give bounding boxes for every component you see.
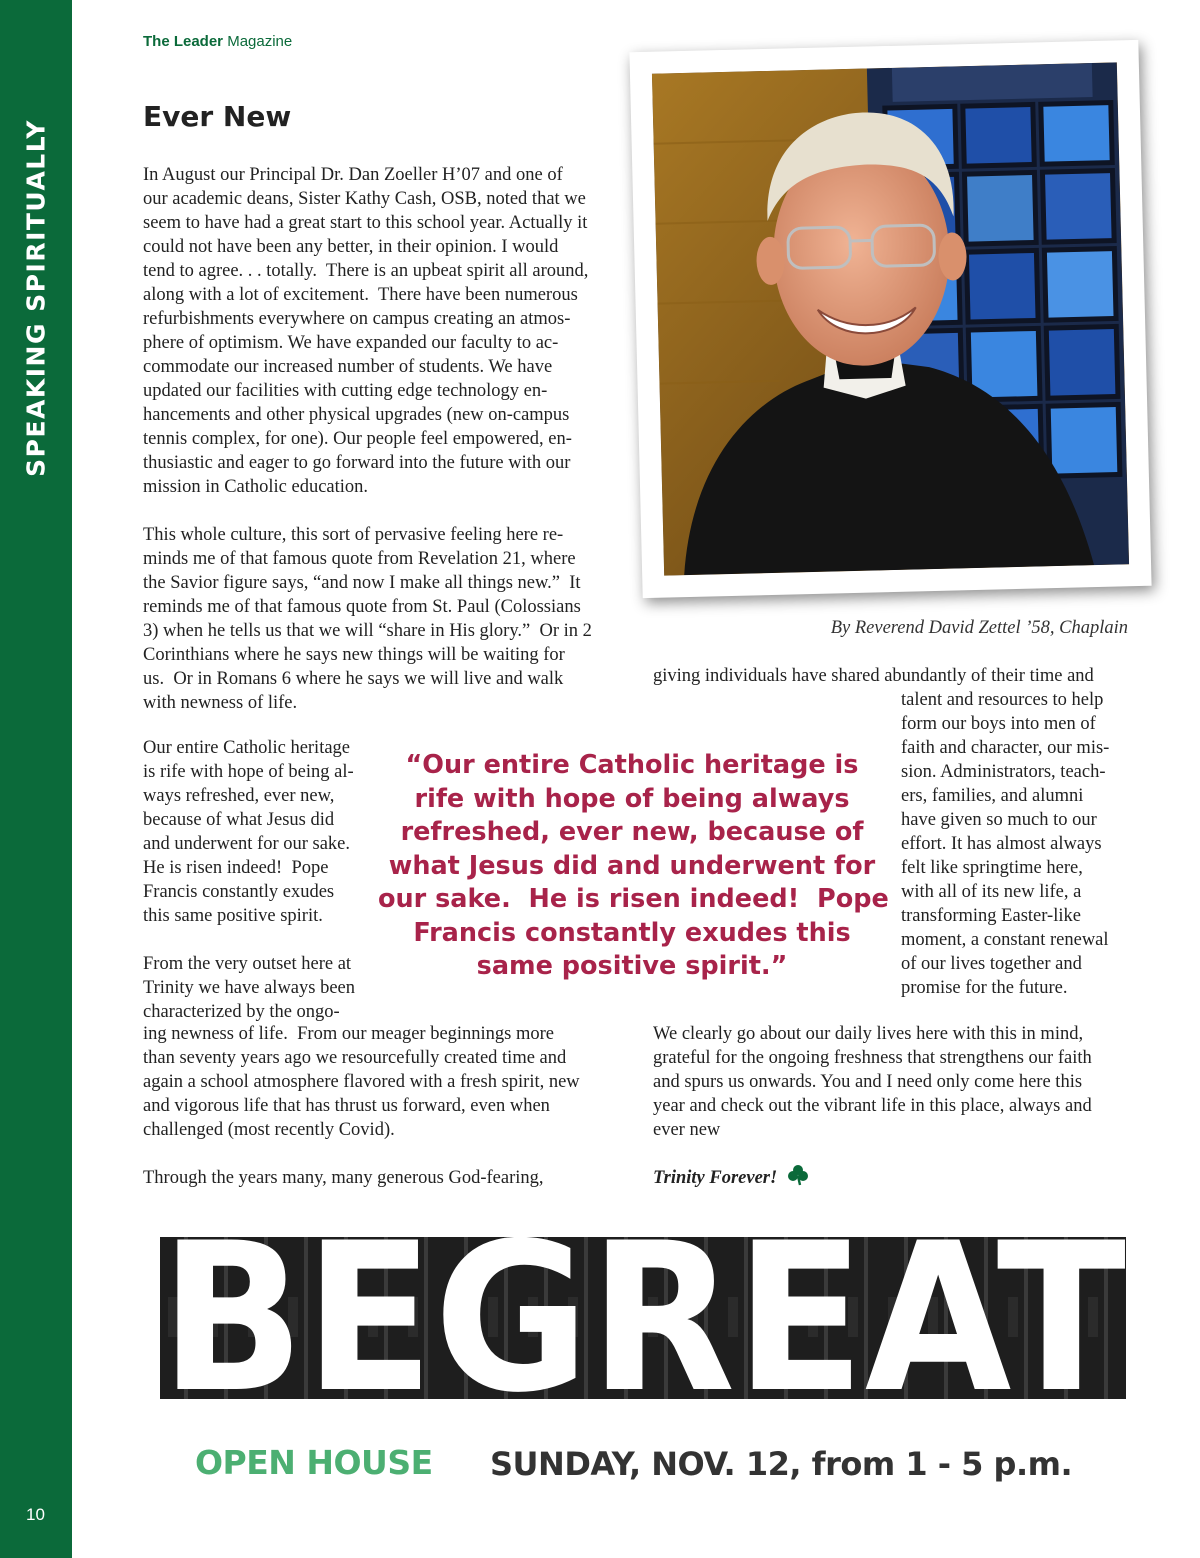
article-col1-line: hancements and other physical upgrades (new on-campus (143, 405, 570, 425)
article-narrow-line: ways refreshed, ever new, (143, 786, 335, 806)
article-col1-line: along with a lot of excitement. There have been numerous (143, 285, 578, 305)
article-col1-line: thusiastic and eager to go forward into the future with our (143, 453, 571, 473)
article-column-bottom-left (143, 1022, 623, 1190)
article-bottom-left-line (143, 1142, 623, 1166)
article-right-narrow-line: sion. Administrators, teach- (901, 762, 1106, 782)
article-right-narrow-line: moment, a constant renewal (901, 930, 1109, 950)
article-col1-line: This whole culture, this sort of pervasive feeling here re- (143, 525, 564, 545)
open-house-label: OPEN HOUSE (195, 1443, 433, 1482)
pull-quote-line: same positive spirit.” (476, 951, 788, 981)
pull-quote-line: refreshed, ever new, because of (400, 817, 864, 847)
article-narrow-line: Trinity we have always been (143, 978, 356, 998)
article-col1-line: with newness of life. (143, 693, 298, 713)
article-column-narrow (143, 736, 375, 1024)
article-right-narrow-line: faith and character, our mis- (901, 738, 1110, 758)
sign-off-text: Trinity Forever! (653, 1168, 778, 1188)
pull-quote (378, 749, 889, 984)
article-title: Ever New (143, 100, 292, 133)
page-number: 10 (26, 1505, 45, 1524)
article-col1-line: 3) when he tells us that we will “share in His glory.” Or in 2 (143, 621, 592, 641)
article-narrow-line: From the very outset here at (143, 954, 352, 974)
article-bottom-left-line: again a school atmosphere flavored with a fresh spirit, new (143, 1072, 580, 1092)
article-narrow-line: Francis constantly exudes (143, 882, 335, 902)
article-col1-line: our academic deans, Sister Kathy Cash, OSB, noted that we (143, 189, 586, 209)
article-narrow-line: this same positive spirit. (143, 906, 323, 926)
article-col1-line: reminds me of that famous quote from St. Paul (Colossians (143, 597, 581, 617)
open-house-date: SUNDAY, NOV. 12, from 1 - 5 p.m. (490, 1445, 1073, 1483)
article-col1-line: phere of optimism. We have expanded our faculty to ac- (143, 333, 559, 353)
shamrock-icon (787, 1164, 809, 1192)
article-col1-line: Corinthians where he says new things will be waiting for (143, 645, 565, 665)
article-bottom-left-line: than seventy years ago we resourcefully created time and (143, 1048, 567, 1068)
article-right-narrow-line: promise for the future. (901, 978, 1068, 998)
article-bottom-left-line: Through the years many, many generous God-fearing, (143, 1168, 544, 1188)
masthead-brand: The Leader (143, 33, 224, 50)
article-col1-line: mission in Catholic education. (143, 477, 369, 497)
pull-quote-line: rife with hope of being always (414, 783, 850, 814)
byline: By Reverend David Zettel ’58, Chaplain (830, 618, 1128, 638)
article-col1-line: updated our facilities with cutting edge technology en- (143, 381, 548, 401)
article-narrow-line: and underwent for our sake. (143, 834, 351, 854)
article-narrow-line: He is risen indeed! Pope (143, 858, 329, 878)
masthead (143, 33, 292, 50)
article-column-right-first-line (653, 664, 1153, 688)
article-right-narrow-line: with all of its new life, a (901, 882, 1082, 902)
article-right-narrow-line: talent and resources to help (901, 690, 1104, 710)
article-col1-line: refurbishments everywhere on campus creating an atmos- (143, 309, 571, 329)
article-narrow-line (143, 928, 375, 952)
article-col1-line: minds me of that famous quote from Revelation 21, where (143, 549, 576, 569)
article-right-bottom-line: ever new (653, 1120, 721, 1140)
chaplain-photo-frame (629, 40, 1151, 598)
article-col1-line: commodate our increased number of students. We have (143, 357, 553, 377)
article-bottom-left-line: challenged (most recently Covid). (143, 1120, 395, 1140)
article-right-narrow-line: form our boys into men of (901, 714, 1096, 734)
pull-quote-line: Francis constantly exudes this (413, 917, 851, 948)
article-right-bottom-line: grateful for the ongoing freshness that strengthens our faith (653, 1048, 1092, 1068)
be-great-banner (160, 1237, 1126, 1399)
article-right-bottom-line: We clearly go about our daily lives here with this in mind, (653, 1024, 1084, 1044)
sign-off (653, 1164, 809, 1192)
article-col1-line: tennis complex, for one). Our people feel empowered, en- (143, 429, 572, 449)
article-col1-line (143, 499, 623, 523)
article-bottom-left-line: ing newness of life. From our meager beginnings more (143, 1024, 555, 1044)
article-narrow-line: Our entire Catholic heritage (143, 738, 351, 758)
article-col1-line: us. Or in Romans 6 where he says we will live and walk (143, 669, 564, 689)
article-right-narrow-line: effort. It has almost always (901, 834, 1102, 854)
article-right-narrow-line: have given so much to our (901, 810, 1097, 830)
article-right-bottom-line: and spurs us onwards. You and I need only come here this (653, 1072, 1083, 1092)
article-col1-line: tend to agree. . . totally. There is an upbeat spirit all around, (143, 261, 589, 281)
article-right-first-line: giving individuals have shared abundantly of their time and (653, 666, 1094, 686)
article-col1-line: could not have been any better, in their opinion. I would (143, 237, 559, 257)
article-column-1 (143, 163, 623, 715)
masthead-suffix: Magazine (227, 33, 293, 50)
article-column-right-narrow (901, 688, 1151, 1000)
article-right-narrow-line: of our lives together and (901, 954, 1082, 974)
article-col1-line: the Savior figure says, “and now I make all things new.” It (143, 573, 581, 593)
pull-quote-line: our sake. He is risen indeed! Pope (378, 884, 889, 914)
section-label: SPEAKING SPIRITUALLY (21, 119, 51, 477)
article-right-narrow-line: ers, families, and alumni (901, 786, 1084, 806)
banner-word: BEGREAT (160, 1237, 1126, 1399)
article-right-narrow-line: transforming Easter-like (901, 906, 1081, 926)
article-column-right-bottom (653, 1022, 1143, 1142)
pull-quote-line: “Our entire Catholic heritage is (405, 750, 859, 780)
article-narrow-line: characterized by the ongo- (143, 1002, 340, 1022)
article-narrow-line: is rife with hope of being al- (143, 762, 354, 782)
chaplain-photo (652, 62, 1129, 575)
article-right-narrow-line: felt like springtime here, (901, 858, 1083, 878)
article-narrow-line: because of what Jesus did (143, 810, 335, 830)
article-col1-line: seem to have had a great start to this school year. Actually it (143, 213, 588, 233)
pull-quote-line: what Jesus did and underwent for (388, 850, 876, 881)
article-right-bottom-line: year and check out the vibrant life in this place, always and (653, 1096, 1092, 1116)
article-col1-line: In August our Principal Dr. Dan Zoeller H’07 and one of (143, 165, 563, 185)
sidebar-band (0, 0, 72, 1558)
article-bottom-left-line: and vigorous life that has thrust us forward, even when (143, 1096, 550, 1116)
